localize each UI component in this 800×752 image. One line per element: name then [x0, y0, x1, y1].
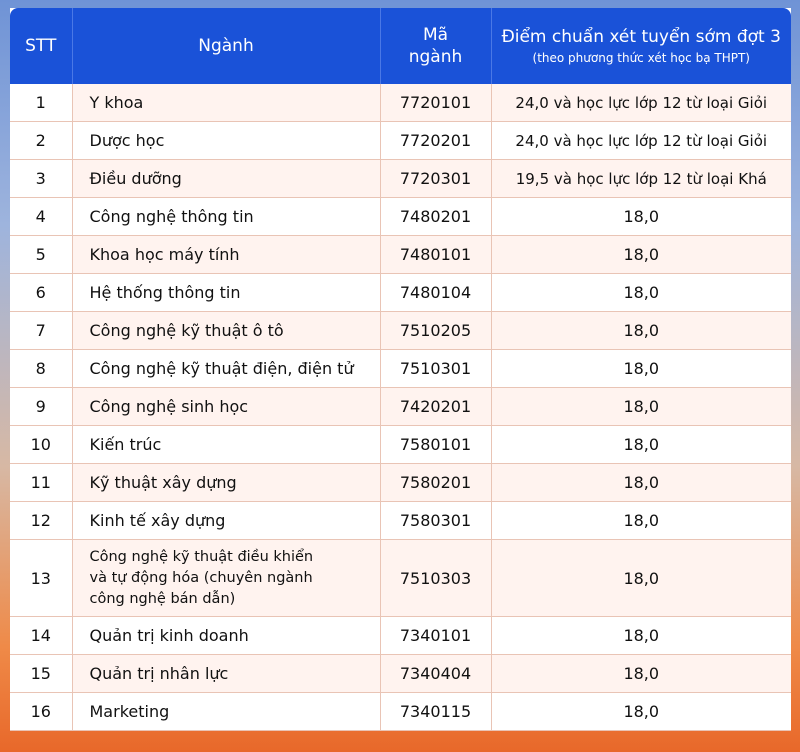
table-row: [10, 84, 791, 122]
cell-major: Y khoa: [72, 84, 380, 122]
table-row: [10, 655, 791, 693]
cell-stt: 2: [10, 122, 72, 160]
table-row: [10, 540, 791, 617]
cell-score: 18,0: [491, 617, 791, 655]
header-stt: STT: [10, 8, 72, 84]
table-row: [10, 617, 791, 655]
table-row: [10, 464, 791, 502]
cell-score: 19,5 và học lực lớp 12 từ loại Khá: [491, 160, 791, 198]
cell-score: 18,0: [491, 693, 791, 731]
cell-major: Hệ thống thông tin: [72, 274, 380, 312]
cell-major: Công nghệ sinh học: [72, 388, 380, 426]
cell-major: Công nghệ kỹ thuật ô tô: [72, 312, 380, 350]
table-row: [10, 122, 791, 160]
cell-stt: 9: [10, 388, 72, 426]
header-major: Ngành: [72, 8, 380, 84]
cell-code: 7720301: [380, 160, 491, 198]
cell-major: [72, 540, 380, 617]
cell-stt: 8: [10, 350, 72, 388]
cell-score: 18,0: [491, 274, 791, 312]
header-score-title: Điểm chuẩn xét tuyển sớm đợt 3: [501, 27, 781, 47]
table-row: [10, 693, 791, 731]
table-row: [10, 350, 791, 388]
header-score: [491, 8, 791, 84]
cell-stt: 7: [10, 312, 72, 350]
cell-score: 24,0 và học lực lớp 12 từ loại Giỏi: [491, 84, 791, 122]
cell-major: Marketing: [72, 693, 380, 731]
table-body: [10, 84, 791, 731]
table-row: [10, 160, 791, 198]
table-row: [10, 502, 791, 540]
cell-major: Điều dưỡng: [72, 160, 380, 198]
header-score-subtitle: (theo phương thức xét học bạ THPT): [532, 51, 750, 65]
cell-stt: 1: [10, 84, 72, 122]
admission-score-table: [10, 8, 791, 731]
table-row: [10, 388, 791, 426]
cell-stt: 3: [10, 160, 72, 198]
cell-code: 7720201: [380, 122, 491, 160]
header-code: [380, 8, 491, 84]
cell-code: 7480104: [380, 274, 491, 312]
table-row: [10, 426, 791, 464]
cell-major: Quản trị kinh doanh: [72, 617, 380, 655]
cell-code: 7340404: [380, 655, 491, 693]
cell-stt: 5: [10, 236, 72, 274]
cell-code: 7510303: [380, 540, 491, 617]
cell-major: Khoa học máy tính: [72, 236, 380, 274]
cell-major: Công nghệ thông tin: [72, 198, 380, 236]
cell-major: Kinh tế xây dựng: [72, 502, 380, 540]
cell-score: 18,0: [491, 540, 791, 617]
cell-stt: 16: [10, 693, 72, 731]
cell-score: 18,0: [491, 464, 791, 502]
cell-major-line: công nghệ bán dẫn): [89, 590, 236, 607]
cell-stt: 4: [10, 198, 72, 236]
cell-major-line: và tự động hóa (chuyên ngành: [89, 569, 313, 586]
cell-major: Dược học: [72, 122, 380, 160]
table-row: [10, 312, 791, 350]
cell-major: Công nghệ kỹ thuật điện, điện tử: [72, 350, 380, 388]
cell-stt: 15: [10, 655, 72, 693]
cell-score: 18,0: [491, 198, 791, 236]
cell-code: 7580101: [380, 426, 491, 464]
header-code-label: Mã ngành: [408, 25, 463, 67]
cell-code: 7510205: [380, 312, 491, 350]
table-row: [10, 236, 791, 274]
cell-code: 7480201: [380, 198, 491, 236]
cell-code: 7420201: [380, 388, 491, 426]
cell-stt: 10: [10, 426, 72, 464]
cell-score: 18,0: [491, 312, 791, 350]
cell-stt: 11: [10, 464, 72, 502]
table-header: [10, 8, 791, 84]
cell-code: 7580201: [380, 464, 491, 502]
cell-score: 18,0: [491, 388, 791, 426]
cell-major-line: Công nghệ kỹ thuật điều khiển: [89, 548, 314, 565]
cell-score: 24,0 và học lực lớp 12 từ loại Giỏi: [491, 122, 791, 160]
cell-code: 7580301: [380, 502, 491, 540]
cell-score: 18,0: [491, 655, 791, 693]
cell-score: 18,0: [491, 350, 791, 388]
cell-code: 7510301: [380, 350, 491, 388]
cell-score: 18,0: [491, 236, 791, 274]
cell-stt: 14: [10, 617, 72, 655]
cell-code: 7720101: [380, 84, 491, 122]
cell-stt: 13: [10, 540, 72, 617]
cell-major: Quản trị nhân lực: [72, 655, 380, 693]
cell-major: Kiến trúc: [72, 426, 380, 464]
admission-score-table-container: [10, 8, 791, 736]
table-row: [10, 198, 791, 236]
cell-code: 7340101: [380, 617, 491, 655]
table-row: [10, 274, 791, 312]
cell-code: 7340115: [380, 693, 491, 731]
cell-score: 18,0: [491, 426, 791, 464]
cell-code: 7480101: [380, 236, 491, 274]
cell-major: Kỹ thuật xây dựng: [72, 464, 380, 502]
cell-stt: 12: [10, 502, 72, 540]
cell-score: 18,0: [491, 502, 791, 540]
cell-stt: 6: [10, 274, 72, 312]
